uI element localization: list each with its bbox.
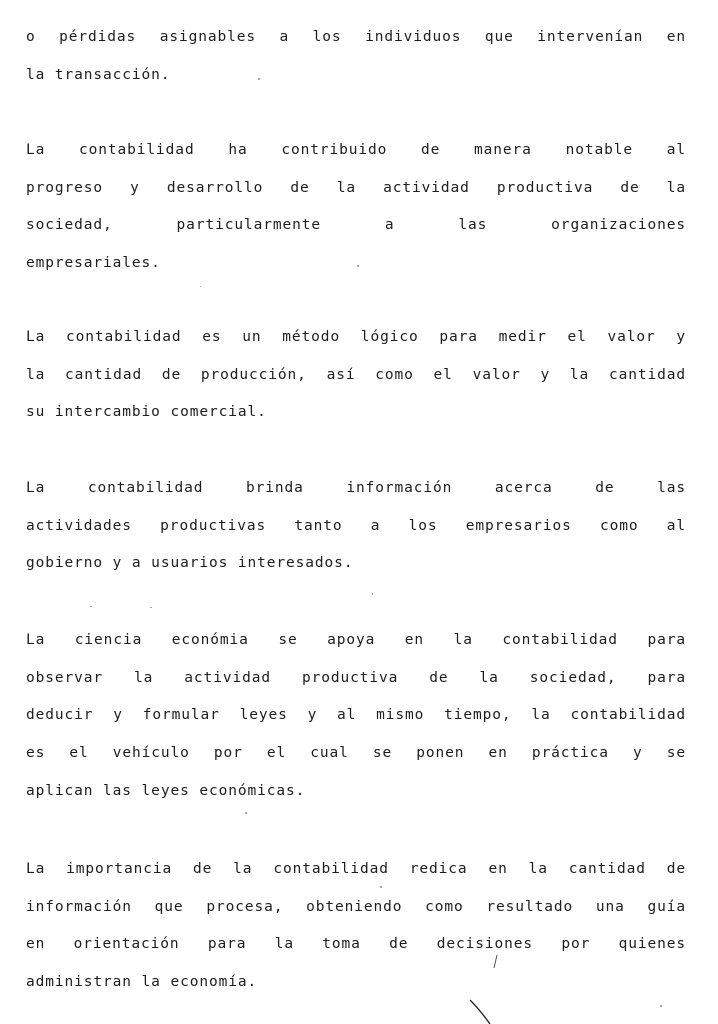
paragraph-line: deducir y formular leyes y al mismo tiempo, la contabilidad [26, 707, 686, 724]
paragraph-line: aplican las leyes económicas. [26, 782, 306, 799]
paragraph-line: La contabilidad ha contribuido de manera notable al [26, 142, 686, 158]
paragraph-line: La importancia de la contabilidad redica en la cantidad de [26, 861, 686, 877]
paragraph-line: o pérdidas asignables a los individuos que intervenían en [26, 29, 686, 45]
paragraph-line: La contabilidad es un método lógico para medir el valor y [26, 329, 686, 345]
paragraph-line: empresariales. [26, 255, 161, 272]
paragraph-line: actividades productivas tanto a los empresarios como al [26, 517, 686, 534]
paragraph-line: administran la economía. [26, 974, 258, 991]
paragraph-line: progreso y desarrollo de la actividad productiva de la [26, 179, 686, 196]
paragraph-line: es el vehículo por el cual se ponen en práctica y se [26, 745, 686, 762]
paragraph-line: La contabilidad brinda información acerca de las [26, 480, 686, 496]
paragraph-line: sociedad, particularmente a las organizaciones [26, 217, 686, 234]
paragraph-line: información que procesa, obteniendo como resultado una guía [26, 898, 686, 915]
paragraph-line: su intercambio comercial. [26, 404, 267, 421]
paragraph-line: La ciencia económia se apoya en la contabilidad para [26, 632, 686, 648]
paragraph-line: gobierno y a usuarios interesados. [26, 555, 354, 572]
paragraph-line: la cantidad de producción, así como el valor y la cantidad [26, 366, 686, 383]
paragraph-line: la transacción. [26, 66, 171, 83]
paragraph-line: observar la actividad productiva de la sociedad, para [26, 669, 686, 686]
paragraph-line: en orientación para la toma de decisiones por quienes [26, 936, 686, 953]
